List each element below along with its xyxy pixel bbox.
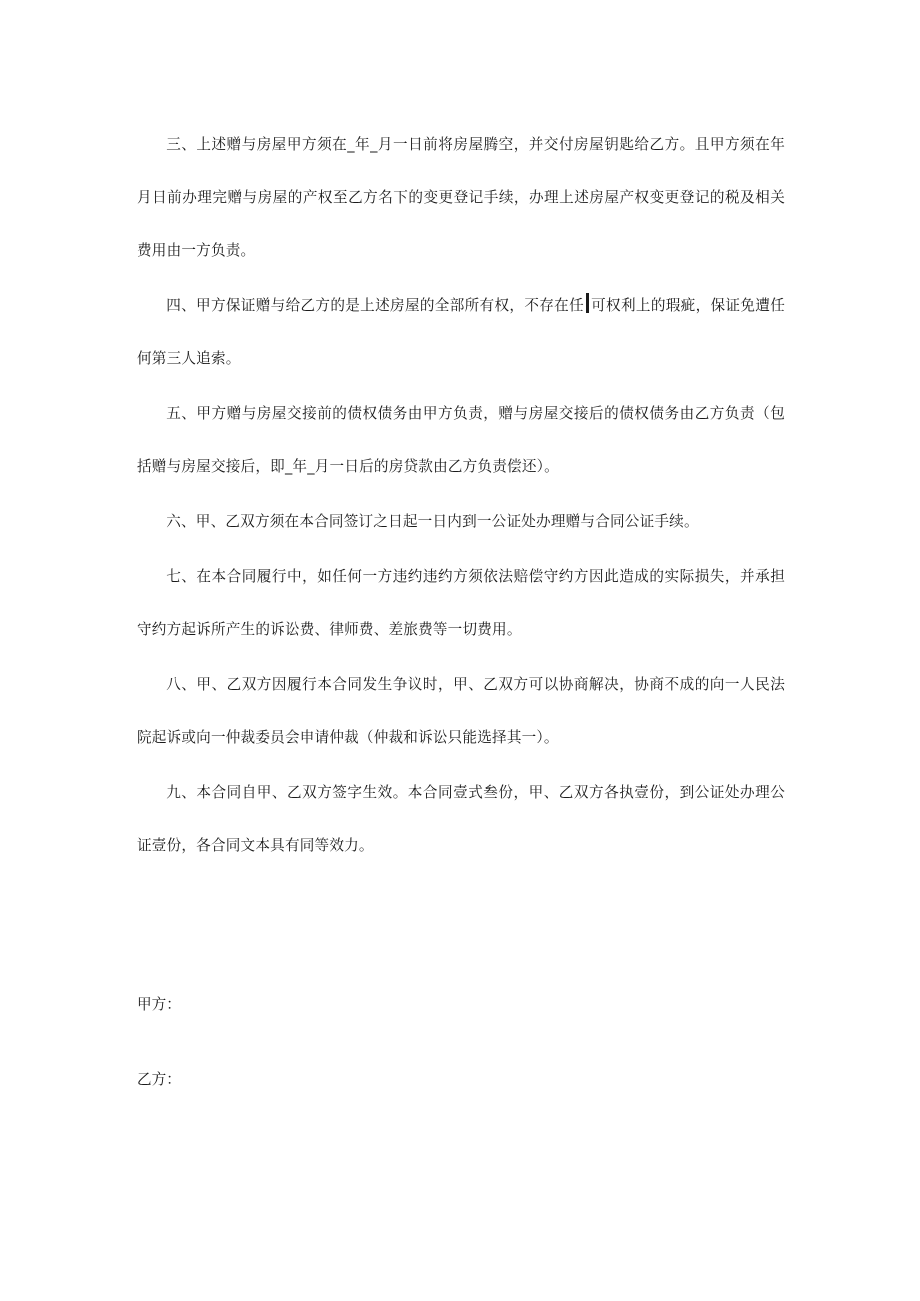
party-a-signature-label: 甲方：	[137, 996, 181, 1013]
clause-eight: 八、甲、乙双方因履行本合同发生争议时，甲、乙双方可以协商解决，协商不成的向一人民法院起诉或向一仲裁委员会申请仲裁（仲裁和诉讼只能选择其一）。	[137, 676, 785, 746]
clause-four-text-end: 可权利上的瑕疵，保证免遭任何第三人追索。	[137, 297, 785, 367]
clause-three: 三、上述赠与房屋甲方须在_年_月一日前将房屋腾空，并交付房屋钥匙给乙方。且甲方须在年月日前办理完赠与房屋的产权至乙方名下的变更登记手续，办理上述房屋产权变更登记的税及相关费用由一方负责。	[137, 136, 785, 259]
clause-five: 五、甲方赠与房屋交接前的债权债务由甲方负责，赠与房屋交接后的债权债务由乙方负责（包括赠与房屋交接后，即_年_月一日后的房贷款由乙方负责偿还）。	[137, 405, 785, 475]
clause-four-text-start: 四、甲方保证赠与给乙方的是上述房屋的全部所有权，不存在任	[166, 297, 584, 314]
clause-four	[137, 279, 785, 385]
clause-seven: 七、在本合同履行中，如任何一方违约违约方须依法赔偿守约方因此造成的实际损失，并承担守约方起诉所产生的诉讼费、律师费、差旅费等一切费用。	[137, 568, 785, 638]
text-cursor-mark	[586, 293, 589, 313]
clause-nine: 九、本合同自甲、乙双方签字生效。本合同壹式叁份，甲、乙双方各执壹份，到公证处办理公证壹份，各合同文本具有同等效力。	[137, 784, 785, 854]
clause-six: 六、甲、乙双方须在本合同签订之日起一日内到一公证处办理赠与合同公证手续。	[166, 513, 699, 530]
contract-body	[137, 118, 785, 872]
party-b-signature-label: 乙方：	[137, 1071, 181, 1088]
